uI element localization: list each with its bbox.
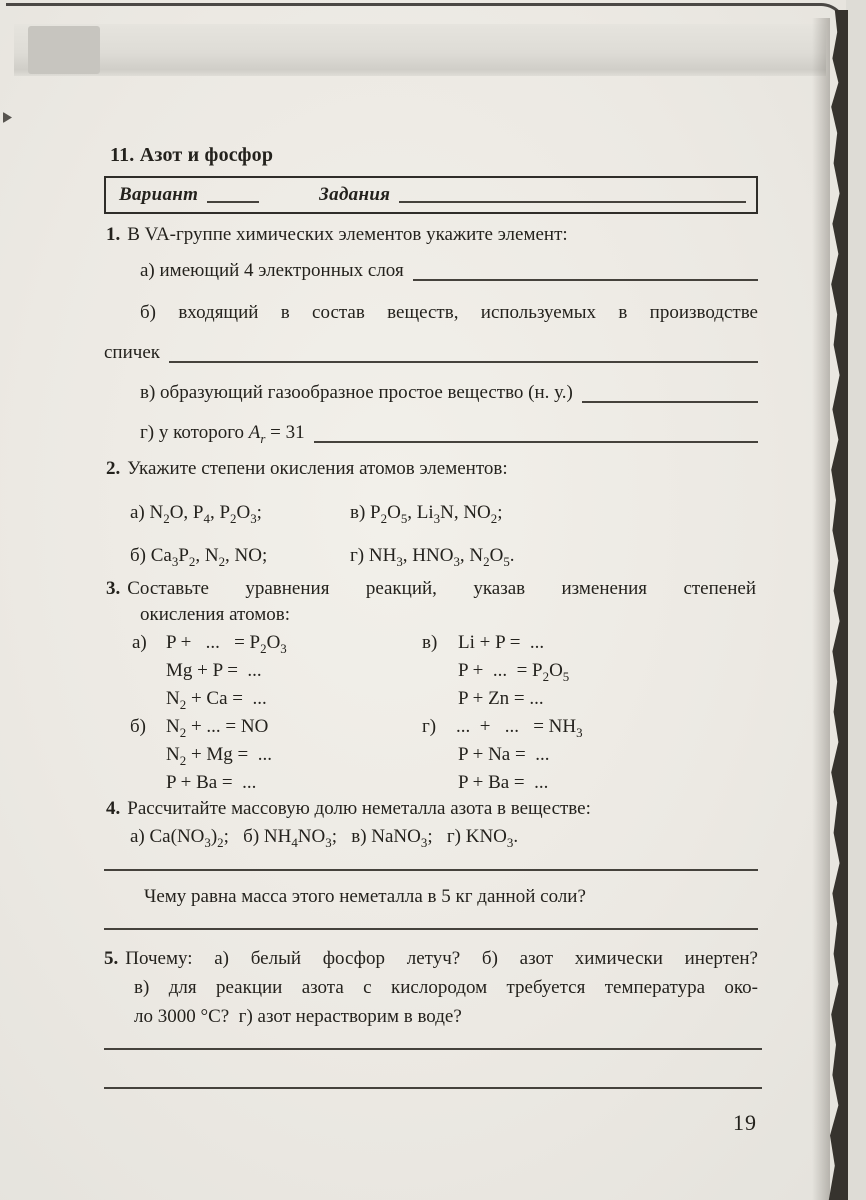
- separator-line: [104, 928, 758, 930]
- equation: P + Ba = ...: [166, 772, 257, 793]
- question-1-item-b: б) входящий в состав веществ, используемых в производстве: [140, 302, 758, 323]
- equation: $N_2 + Ca$ = ...: [166, 688, 267, 712]
- page-title: 11. Азот и фосфор: [110, 144, 274, 166]
- question-1-item-g: г) у которого $A_r$ = 31: [140, 420, 758, 446]
- answer-line: [104, 1048, 762, 1050]
- question-2-item-v: в) $P_2O_5$, $Li_3N$, $NO_2$;: [350, 502, 503, 526]
- equation: Mg + P = ...: [166, 660, 262, 681]
- page-number: 19: [733, 1110, 757, 1135]
- question-1-item-v: в) образующий газообразное простое вещество (н. у.): [140, 380, 758, 406]
- answer-blank-1a: [413, 279, 758, 281]
- question-1-number: 1.: [106, 224, 121, 245]
- equation-label: а): [132, 632, 147, 653]
- question-5-line2: в) для реакции азота с кислородом требуется температура око-: [134, 977, 758, 998]
- question-1-item-b-cont: спичек: [104, 340, 758, 366]
- equation: P + ... = $P_2O_3$: [166, 632, 287, 656]
- question-5-number: 5.: [104, 948, 119, 969]
- equation: P + ... = $P_2O_5$: [458, 660, 570, 684]
- answer-blank-1b: [169, 361, 758, 363]
- variant-tasks-box: [104, 176, 758, 214]
- question-4-options: а) $Ca(NO_3)_2$; б) $NH_4NO_3$; в) NaNO$_3$; г) $KNO_3$.: [130, 826, 519, 850]
- answer-blank-1g: [314, 441, 758, 443]
- question-2-item-g: г) $NH_3$, $HNO_3$, $N_2O_5$.: [350, 545, 515, 569]
- tasks-blank: [399, 201, 746, 203]
- tasks-label: Задания: [319, 184, 391, 205]
- equation: $N_2 + Mg$ = ...: [166, 744, 273, 768]
- equation: P + Zn = ...: [458, 688, 544, 709]
- question-5-line3: ло 3000 °C? г) азот нерастворим в воде?: [134, 1006, 462, 1027]
- equation-label: в): [422, 632, 438, 653]
- scan-page-top-edge: [6, 3, 847, 54]
- equation: P + Ba = ...: [458, 772, 549, 793]
- atomic-mass-symbol: $A_r$: [248, 422, 266, 446]
- answer-line: [104, 1087, 762, 1089]
- equation: $N_2$ + ... = NO: [166, 716, 269, 740]
- equation-label: б): [130, 716, 146, 737]
- variant-blank: [207, 201, 259, 203]
- equation-label: г): [422, 716, 437, 737]
- question-4-number: 4.: [106, 798, 121, 819]
- margin-arrow-mark: [3, 112, 12, 123]
- question-4-intro: 4. Рассчитайте массовую долю неметалла азота в веществе:: [106, 798, 591, 819]
- equation: P + Na = ...: [458, 744, 550, 765]
- equation: Li + P = ...: [458, 632, 545, 653]
- question-2-item-a: а) $N_2O$, $P_4$, $P_2O_3$;: [130, 502, 262, 526]
- question-5-line1: 5. Почему: а) белый фосфор летуч? б) азот химически инертен?: [104, 948, 758, 969]
- question-2-intro: 2. Укажите степени окисления атомов элементов:: [106, 458, 508, 479]
- variant-label: Вариант: [119, 184, 199, 205]
- question-2-item-b: б) $Ca_3P_2$, $N_2$, NO;: [130, 545, 268, 569]
- question-1-item-a: а) имеющий 4 электронных слоя: [140, 258, 758, 284]
- question-3-number: 3.: [106, 578, 121, 599]
- question-1-intro: 1. В VA-группе химических элементов укажите элемент:: [106, 224, 568, 245]
- equation: ... + ... = $NH_3$: [456, 716, 583, 740]
- question-3-intro-cont: окисления атомов:: [140, 604, 290, 625]
- question-3-intro: 3. Составьте уравнения реакций, указав изменения степеней: [106, 578, 756, 599]
- scan-outer-margin: [846, 0, 866, 1200]
- question-2-number: 2.: [106, 458, 121, 479]
- question-4-followup: Чему равна масса этого неметалла в 5 кг данной соли?: [144, 886, 586, 907]
- scan-right-jagged-edge: [824, 10, 848, 1200]
- separator-line: [104, 869, 758, 871]
- answer-blank-1v: [582, 401, 758, 403]
